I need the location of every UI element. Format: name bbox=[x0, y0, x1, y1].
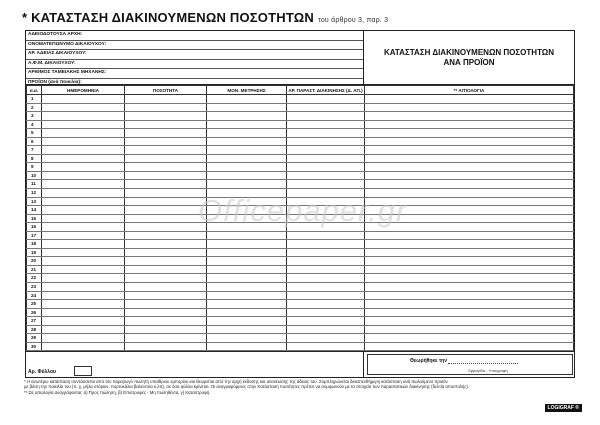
right-title-line1: ΚΑΤΑΣΤΑΣΗ ΔΙΑΚΙΝΟΥΜΕΝΩΝ ΠΟΣΟΤΗΤΩΝ bbox=[383, 48, 554, 57]
cell-unit[interactable] bbox=[207, 95, 287, 104]
cell-aa: 26 bbox=[27, 308, 42, 317]
table-row bbox=[27, 325, 574, 334]
cell-unit[interactable] bbox=[207, 129, 287, 138]
cell-date[interactable] bbox=[42, 265, 125, 274]
cell-date[interactable] bbox=[42, 171, 125, 180]
table-row bbox=[27, 283, 574, 292]
cell-doc-number[interactable] bbox=[287, 129, 365, 138]
cell-quantity[interactable] bbox=[125, 325, 207, 334]
cell-date[interactable] bbox=[42, 146, 125, 155]
form-title-text: * ΚΑΤΑΣΤΑΣΗ ΔΙΑΚΙΝΟΥΜΕΝΩΝ ΠΟΣΟΤΗΤΩΝ bbox=[22, 10, 314, 25]
cell-unit[interactable] bbox=[207, 163, 287, 172]
cell-reason[interactable] bbox=[365, 274, 574, 283]
watermark: Officepaper.gr bbox=[198, 193, 408, 228]
cell-unit[interactable] bbox=[207, 137, 287, 146]
cell-doc-number[interactable] bbox=[287, 300, 365, 309]
cell-aa: 24 bbox=[27, 291, 42, 300]
footnotes bbox=[24, 379, 580, 395]
cell-reason[interactable] bbox=[365, 325, 574, 334]
cell-reason[interactable] bbox=[365, 171, 574, 180]
cell-unit[interactable] bbox=[207, 112, 287, 121]
cell-quantity[interactable] bbox=[125, 103, 207, 112]
cell-reason[interactable] bbox=[365, 146, 574, 155]
cell-quantity[interactable] bbox=[125, 112, 207, 121]
cell-doc-number[interactable] bbox=[287, 240, 365, 249]
table-row bbox=[27, 317, 574, 326]
cell-reason[interactable] bbox=[365, 257, 574, 266]
table-row bbox=[27, 265, 574, 274]
table-row bbox=[27, 146, 574, 155]
sheet-number-cell bbox=[26, 352, 364, 377]
cell-reason[interactable] bbox=[365, 137, 574, 146]
cell-unit[interactable] bbox=[207, 265, 287, 274]
form-subtitle: του άρθρου 3, παρ. 3 bbox=[317, 17, 389, 24]
sheet-number-box[interactable] bbox=[74, 366, 92, 376]
cell-aa: 17 bbox=[27, 231, 42, 240]
cell-quantity[interactable] bbox=[125, 214, 207, 223]
footnote-3: ** Ως αιτιολογία αναγράφονται: α) Προς πώληση, β) Επιστροφές - Μη πωληθέντα, γ) Καταστροφή. bbox=[24, 389, 211, 395]
cell-doc-number[interactable] bbox=[287, 342, 365, 351]
cell-aa: 27 bbox=[27, 317, 42, 326]
cell-quantity[interactable] bbox=[125, 146, 207, 155]
form-title bbox=[22, 10, 388, 25]
table-row bbox=[27, 171, 574, 180]
table-row bbox=[27, 120, 574, 129]
cell-doc-number[interactable] bbox=[287, 257, 365, 266]
cell-date[interactable] bbox=[42, 325, 125, 334]
table-row bbox=[27, 291, 574, 300]
cell-unit[interactable] bbox=[207, 171, 287, 180]
cell-reason[interactable] bbox=[365, 180, 574, 189]
header-fields bbox=[26, 31, 364, 85]
cell-unit[interactable] bbox=[207, 283, 287, 292]
cell-aa: 15 bbox=[27, 214, 42, 223]
cell-reason[interactable] bbox=[365, 248, 574, 257]
cell-aa: 21 bbox=[27, 265, 42, 274]
table-row bbox=[27, 163, 574, 172]
cell-date[interactable] bbox=[42, 300, 125, 309]
cell-reason[interactable] bbox=[365, 334, 574, 343]
cell-reason[interactable] bbox=[365, 129, 574, 138]
col-header-unit: ΜΟΝ. ΜΕΤΡΗΣΗΣ bbox=[207, 86, 287, 95]
cell-unit[interactable] bbox=[207, 103, 287, 112]
cell-reason[interactable] bbox=[365, 291, 574, 300]
cell-date[interactable] bbox=[42, 308, 125, 317]
table-row bbox=[27, 274, 574, 283]
cell-quantity[interactable] bbox=[125, 283, 207, 292]
field-product[interactable]: ΠΡΟΪΟΝ (ανά ποικιλία): bbox=[28, 79, 82, 85]
cell-doc-number[interactable] bbox=[287, 265, 365, 274]
cell-reason[interactable] bbox=[365, 231, 574, 240]
cell-unit[interactable] bbox=[207, 342, 287, 351]
table-row bbox=[27, 308, 574, 317]
cell-aa: 20 bbox=[27, 257, 42, 266]
cell-date[interactable] bbox=[42, 137, 125, 146]
cell-reason[interactable] bbox=[365, 163, 574, 172]
field-issuing-authority[interactable]: ΑΔΕΙΟΔΟΤΟΥΣΑ ΑΡΧΗ: bbox=[26, 31, 363, 41]
cell-doc-number[interactable] bbox=[287, 274, 365, 283]
cell-aa: 29 bbox=[27, 334, 42, 343]
cell-unit[interactable] bbox=[207, 334, 287, 343]
cell-doc-number[interactable] bbox=[287, 325, 365, 334]
cell-quantity[interactable] bbox=[125, 206, 207, 215]
cell-quantity[interactable] bbox=[125, 231, 207, 240]
cell-aa: 5 bbox=[27, 129, 42, 138]
cell-unit[interactable] bbox=[207, 248, 287, 257]
cell-aa: 16 bbox=[27, 223, 42, 232]
cell-unit[interactable] bbox=[207, 325, 287, 334]
field-tax-id[interactable]: Α.Φ.Μ. ΔΙΚΑΙΟΥΧΟΥ: bbox=[26, 60, 363, 70]
footnote-1: * Η ανωτέρω κατάσταση συντάσσεται από τον παραγωγό πωλητή υπαίθριου εμπορίου και θεωρείται από την αρχή έκδοσης και ανανέωσης της άδειας του. Συμπληρώνεται δεκαπενθήμερη κατάσταση ανά πωλούμενο προϊόν bbox=[24, 379, 448, 384]
cell-aa: 13 bbox=[27, 197, 42, 206]
cell-aa: 10 bbox=[27, 171, 42, 180]
field-holder-name[interactable]: ΟΝΟΜΑΤΕΠΩΝΥΜΟ ΔΙΚΑΙΟΥΧΟΥ: bbox=[26, 41, 363, 51]
cell-quantity[interactable] bbox=[125, 274, 207, 283]
table-row bbox=[27, 257, 574, 266]
cell-quantity[interactable] bbox=[125, 129, 207, 138]
cell-doc-number[interactable] bbox=[287, 112, 365, 121]
cell-reason[interactable] bbox=[365, 120, 574, 129]
cell-aa: 11 bbox=[27, 180, 42, 189]
field-cash-register[interactable]: ΑΡΙΘΜΟΣ ΤΑΜΕΙΑΚΗΣ ΜΗΧΑΝΗΣ: bbox=[26, 69, 363, 79]
cell-doc-number[interactable] bbox=[287, 291, 365, 300]
cell-date[interactable] bbox=[42, 223, 125, 232]
cell-quantity[interactable] bbox=[125, 154, 207, 163]
cell-date[interactable] bbox=[42, 206, 125, 215]
cell-quantity[interactable] bbox=[125, 317, 207, 326]
cell-aa: 30 bbox=[27, 342, 42, 351]
cell-quantity[interactable] bbox=[125, 189, 207, 198]
cell-reason[interactable] bbox=[365, 154, 574, 163]
cell-doc-number[interactable] bbox=[287, 120, 365, 129]
cell-aa: 9 bbox=[27, 163, 42, 172]
cell-aa: 14 bbox=[27, 206, 42, 215]
cell-quantity[interactable] bbox=[125, 223, 207, 232]
cell-quantity[interactable] bbox=[125, 248, 207, 257]
table-row bbox=[27, 112, 574, 121]
cell-doc-number[interactable] bbox=[287, 334, 365, 343]
cell-quantity[interactable] bbox=[125, 240, 207, 249]
table-row bbox=[27, 137, 574, 146]
cell-aa: 22 bbox=[27, 274, 42, 283]
cell-quantity[interactable] bbox=[125, 265, 207, 274]
endorsed-label: Θεωρήθηκε την bbox=[410, 358, 448, 364]
cell-date[interactable] bbox=[42, 257, 125, 266]
cell-aa: 8 bbox=[27, 154, 42, 163]
cell-reason[interactable] bbox=[365, 283, 574, 292]
signature-label: Σφραγίδα - Υπογραφή bbox=[468, 368, 508, 373]
cell-date[interactable] bbox=[42, 120, 125, 129]
cell-doc-number[interactable] bbox=[287, 308, 365, 317]
cell-date[interactable] bbox=[42, 103, 125, 112]
cell-doc-number[interactable] bbox=[287, 180, 365, 189]
footnote-2: με βάση την ποικιλία του (π. χ. μήλα στάρκιν, πορτοκάλια βαλέντσια κ.λπ), σε όσα φύλλα κρίνεται. Οι αναγραφόμενες στην Κατάσταση ποσότητες πρέπει να συμφωνούν με τα στοιχεία των παραστατικών διακίνησης (δελτία αποστολής). bbox=[24, 384, 470, 390]
cell-date[interactable] bbox=[42, 95, 125, 104]
cell-aa: 25 bbox=[27, 300, 42, 309]
col-header-reason: ** ΑΙΤΙΟΛΟΓΙΑ bbox=[365, 86, 574, 95]
cell-quantity[interactable] bbox=[125, 120, 207, 129]
endorsed-date-line[interactable] bbox=[448, 363, 518, 364]
col-header-doc-number: ΑΡ. ΠΑΡΑΣΤ. ΔΙΑΚΙΝΗΣΗΣ (Δ. ΑΠ.) bbox=[288, 87, 363, 93]
table-row bbox=[27, 129, 574, 138]
cell-unit[interactable] bbox=[207, 300, 287, 309]
table-row bbox=[27, 334, 574, 343]
cell-date[interactable] bbox=[42, 334, 125, 343]
table-row bbox=[27, 240, 574, 249]
cell-unit[interactable] bbox=[207, 274, 287, 283]
right-title-line2: ΑΝΑ ΠΡΟΪΟΝ bbox=[443, 58, 495, 67]
brand-logo: LOGIGRAF ® bbox=[545, 404, 582, 412]
cell-reason[interactable] bbox=[365, 308, 574, 317]
cell-quantity[interactable] bbox=[125, 300, 207, 309]
cell-aa: 19 bbox=[27, 248, 42, 257]
cell-date[interactable] bbox=[42, 180, 125, 189]
cell-date[interactable] bbox=[42, 163, 125, 172]
cell-doc-number[interactable] bbox=[287, 154, 365, 163]
cell-aa: 2 bbox=[27, 103, 42, 112]
table-row bbox=[27, 103, 574, 112]
cell-unit[interactable] bbox=[207, 180, 287, 189]
cell-date[interactable] bbox=[42, 189, 125, 198]
cell-quantity[interactable] bbox=[125, 163, 207, 172]
table-row bbox=[27, 95, 574, 104]
cell-reason[interactable] bbox=[365, 240, 574, 249]
table-row bbox=[27, 180, 574, 189]
cell-doc-number[interactable] bbox=[287, 95, 365, 104]
cell-date[interactable] bbox=[42, 231, 125, 240]
cell-date[interactable] bbox=[42, 291, 125, 300]
cell-aa: 7 bbox=[27, 146, 42, 155]
cell-quantity[interactable] bbox=[125, 257, 207, 266]
cell-date[interactable] bbox=[42, 283, 125, 292]
cell-aa: 23 bbox=[27, 283, 42, 292]
cell-quantity[interactable] bbox=[125, 180, 207, 189]
col-header-quantity: ΠΟΣΟΤΗΤΑ bbox=[125, 86, 207, 95]
field-license-number[interactable]: ΑΡ. ΑΔΕΙΑΣ ΔΙΚΑΙΟΥΧΟΥ: bbox=[26, 50, 363, 60]
cell-doc-number[interactable] bbox=[287, 283, 365, 292]
cell-reason[interactable] bbox=[365, 112, 574, 121]
cell-quantity[interactable] bbox=[125, 334, 207, 343]
form-sheet bbox=[25, 30, 575, 352]
cell-unit[interactable] bbox=[207, 146, 287, 155]
cell-date[interactable] bbox=[42, 248, 125, 257]
cell-reason[interactable] bbox=[365, 103, 574, 112]
cell-date[interactable] bbox=[42, 197, 125, 206]
cell-aa: 18 bbox=[27, 240, 42, 249]
cell-quantity[interactable] bbox=[125, 95, 207, 104]
cell-unit[interactable] bbox=[207, 291, 287, 300]
cell-doc-number[interactable] bbox=[287, 103, 365, 112]
cell-quantity[interactable] bbox=[125, 137, 207, 146]
cell-doc-number[interactable] bbox=[287, 171, 365, 180]
cell-date[interactable] bbox=[42, 240, 125, 249]
form-footer bbox=[25, 352, 575, 378]
cell-date[interactable] bbox=[42, 129, 125, 138]
col-header-aa: α.α. bbox=[27, 86, 42, 95]
table-row bbox=[27, 154, 574, 163]
cell-doc-number[interactable] bbox=[287, 317, 365, 326]
endorsement-box bbox=[367, 354, 573, 375]
right-title bbox=[364, 31, 574, 85]
cell-reason[interactable] bbox=[365, 265, 574, 274]
cell-aa: 3 bbox=[27, 112, 42, 121]
cell-date[interactable] bbox=[42, 154, 125, 163]
cell-doc-number[interactable] bbox=[287, 231, 365, 240]
cell-doc-number[interactable] bbox=[287, 163, 365, 172]
cell-reason[interactable] bbox=[365, 95, 574, 104]
cell-quantity[interactable] bbox=[125, 342, 207, 351]
cell-date[interactable] bbox=[42, 274, 125, 283]
table-row bbox=[27, 231, 574, 240]
cell-quantity[interactable] bbox=[125, 291, 207, 300]
cell-aa: 4 bbox=[27, 120, 42, 129]
table-row bbox=[27, 248, 574, 257]
table-row bbox=[27, 300, 574, 309]
cell-date[interactable] bbox=[42, 214, 125, 223]
cell-aa: 12 bbox=[27, 189, 42, 198]
cell-reason[interactable] bbox=[365, 300, 574, 309]
cell-unit[interactable] bbox=[207, 317, 287, 326]
cell-date[interactable] bbox=[42, 112, 125, 121]
cell-aa: 6 bbox=[27, 137, 42, 146]
cell-unit[interactable] bbox=[207, 231, 287, 240]
cell-doc-number[interactable] bbox=[287, 146, 365, 155]
table-row bbox=[27, 342, 574, 351]
cell-quantity[interactable] bbox=[125, 197, 207, 206]
cell-reason[interactable] bbox=[365, 342, 574, 351]
col-header-date: ΗΜΕΡΟΜΗΝΙΑ bbox=[42, 86, 125, 95]
cell-quantity[interactable] bbox=[125, 171, 207, 180]
cell-unit[interactable] bbox=[207, 154, 287, 163]
cell-date[interactable] bbox=[42, 342, 125, 351]
cell-quantity[interactable] bbox=[125, 308, 207, 317]
table-header-row bbox=[27, 86, 574, 95]
sheet-number-label: Αρ. Φύλλου bbox=[28, 369, 56, 375]
cell-unit[interactable] bbox=[207, 240, 287, 249]
cell-aa: 1 bbox=[27, 95, 42, 104]
cell-date[interactable] bbox=[42, 317, 125, 326]
cell-doc-number[interactable] bbox=[287, 137, 365, 146]
cell-aa: 28 bbox=[27, 325, 42, 334]
cell-unit[interactable] bbox=[207, 257, 287, 266]
cell-unit[interactable] bbox=[207, 308, 287, 317]
cell-unit[interactable] bbox=[207, 120, 287, 129]
cell-reason[interactable] bbox=[365, 317, 574, 326]
cell-doc-number[interactable] bbox=[287, 248, 365, 257]
